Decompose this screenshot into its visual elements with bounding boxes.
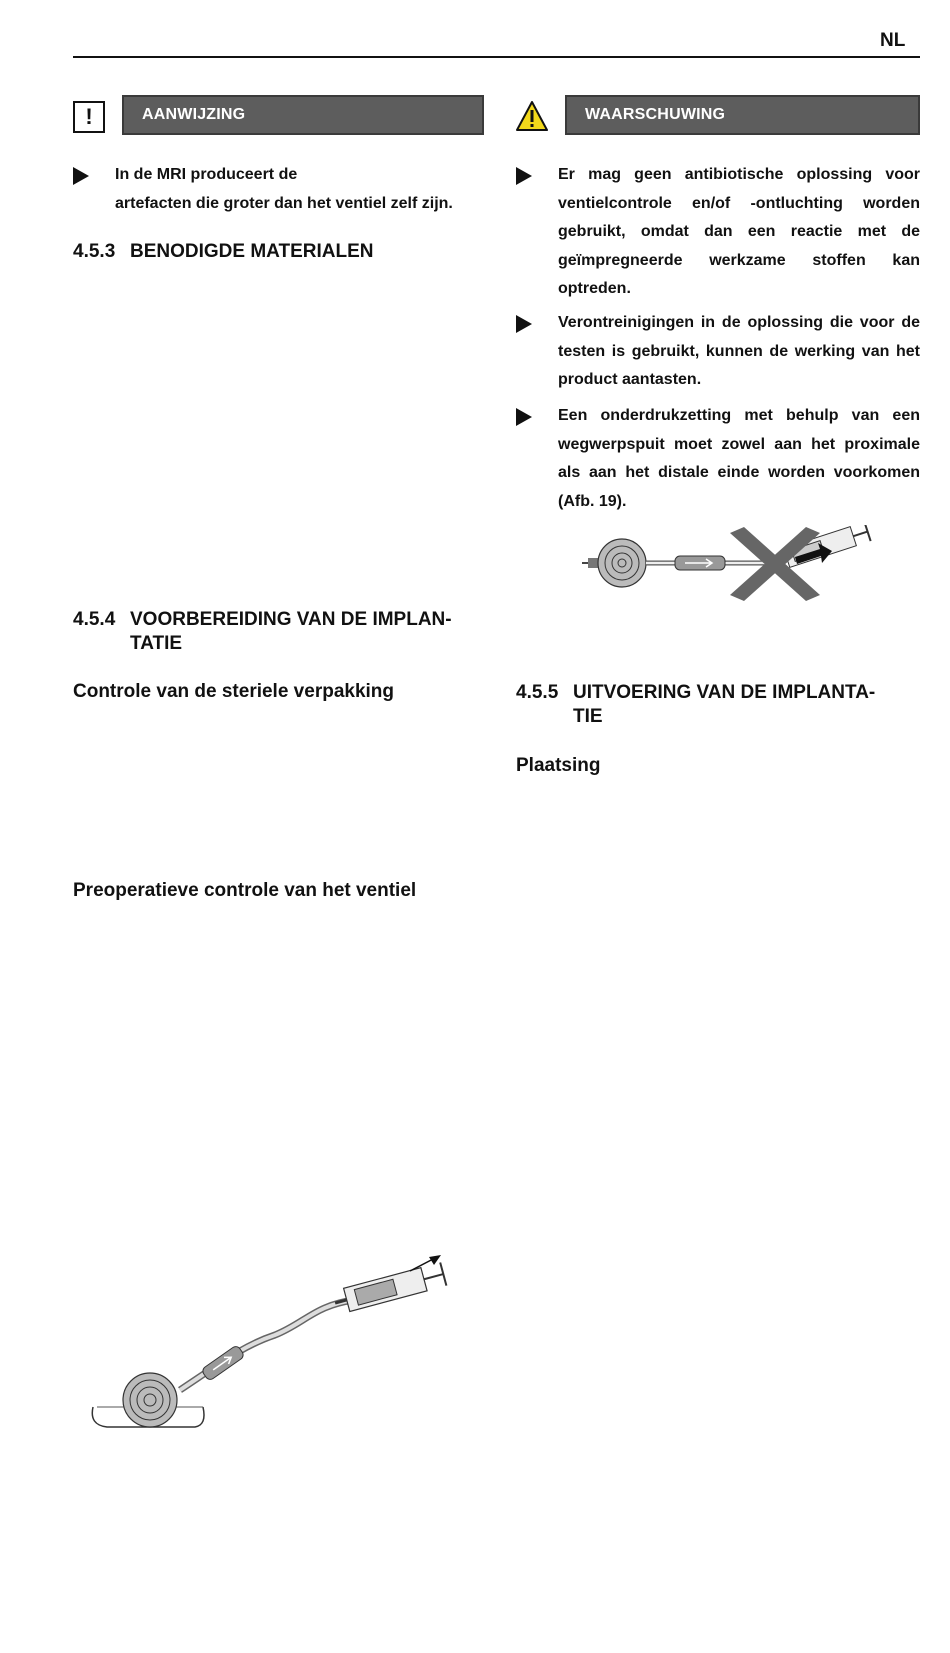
warning-bullet-3: Een onderdrukzetting met behulp van een wegwerpspuit moet zowel aan het proximale als aan het distale einde worden voorkomen (Afb. 19).	[558, 407, 920, 510]
warning-label: WAARSCHUWING	[585, 106, 726, 123]
notice-text: In de MRI produceert de artefacten die groter dan het ventiel zelf zijn.	[115, 166, 453, 212]
prohibited-suction-figure	[580, 525, 880, 605]
preop-check-subheading: Preoperatieve controle van het ventiel	[73, 880, 417, 901]
bullet-arrow-icon	[516, 408, 532, 426]
notice-box	[122, 95, 484, 135]
header-rule	[73, 56, 920, 58]
warning-triangle-icon	[515, 100, 549, 132]
section-4-5-4-heading: 4.5.4 VOORBEREIDING VAN DE IMPLAN- TATIE	[73, 609, 452, 654]
placement-subheading: Plaatsing	[516, 755, 601, 776]
warning-bullet-2: Verontreinigingen in de oplossing die voor de testen is gebruikt, kunnen de werking van het product aantasten.	[558, 314, 920, 388]
sterile-packaging-subheading: Controle van de steriele verpakking	[73, 681, 395, 702]
section-4-5-3-heading: 4.5.3 BENODIGDE MATERIALEN	[73, 241, 374, 262]
exclamation-icon: !	[73, 101, 105, 133]
notice-label: AANWIJZING	[142, 106, 246, 123]
language-code: NL	[880, 30, 906, 51]
warning-box	[565, 95, 920, 135]
bullet-arrow-icon	[516, 315, 532, 333]
section-4-5-5-heading: 4.5.5 UITVOERING VAN DE IMPLANTA- TIE	[516, 682, 876, 727]
bullet-arrow-icon	[516, 167, 532, 185]
valve-syringe-figure	[85, 1255, 465, 1435]
bullet-arrow-icon	[73, 167, 89, 185]
warning-bullet-1: Er mag geen antibiotische oplossing voor ventielcontrole en/of -ontluchting worden gebruikt, omdat dan een reactie met de geïmpregneerde werkzame stoffen kan optreden.	[558, 166, 920, 297]
